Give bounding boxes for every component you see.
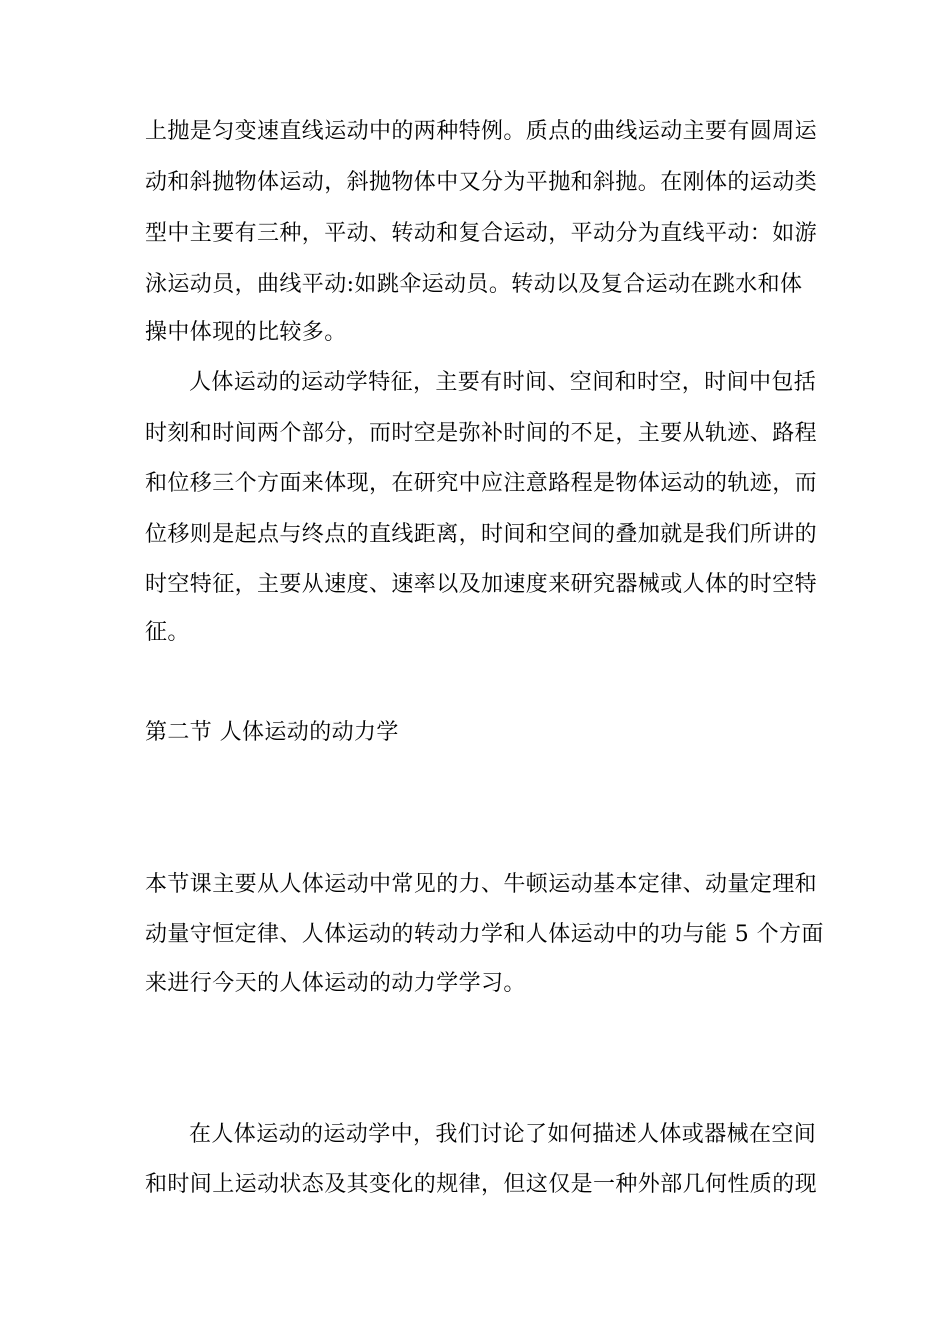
text-line: 和位移三个方面来体现，在研究中应注意路程是物体运动的轨迹，而 <box>145 471 818 496</box>
text-line: 在人体运动的运动学中，我们讨论了如何描述人体或器械在空间 <box>189 1122 817 1147</box>
text-line: 泳运动员，曲线平动:如跳伞运动员。转动以及复合运动在跳水和体 <box>145 272 803 297</box>
text-line: 征。 <box>145 620 190 645</box>
text-line: 本节课主要从人体运动中常见的力、牛顿运动基本定律、动量定理和 <box>145 872 818 897</box>
text-line: 动量守恒定律、人体运动的转动力学和人体运动中的功与能 5 个方面 <box>145 922 824 947</box>
text-line: 人体运动的运动学特征，主要有时间、空间和时空，时间中包括 <box>189 370 817 395</box>
section-heading: 第二节 人体运动的动力学 <box>145 720 399 745</box>
text-line: 操中体现的比较多。 <box>145 320 347 345</box>
text-line: 型中主要有三种，平动、转动和复合运动，平动分为直线平动：如游 <box>145 221 818 246</box>
text-line: 位移则是起点与终点的直线距离，时间和空间的叠加就是我们所讲的 <box>145 522 818 547</box>
text-line: 和时间上运动状态及其变化的规律，但这仅是一种外部几何性质的现 <box>145 1172 818 1197</box>
text-line: 上抛是匀变速直线运动中的两种特例。质点的曲线运动主要有圆周运 <box>145 119 818 144</box>
text-line: 动和斜抛物体运动，斜抛物体中又分为平抛和斜抛。在刚体的运动类 <box>145 170 818 195</box>
text-line: 时刻和时间两个部分，而时空是弥补时间的不足，主要从轨迹、路程 <box>145 421 818 446</box>
text-line: 时空特征，主要从速度、速率以及加速度来研究器械或人体的时空特 <box>145 572 818 597</box>
text-line: 来进行今天的人体运动的动力学学习。 <box>145 971 526 996</box>
